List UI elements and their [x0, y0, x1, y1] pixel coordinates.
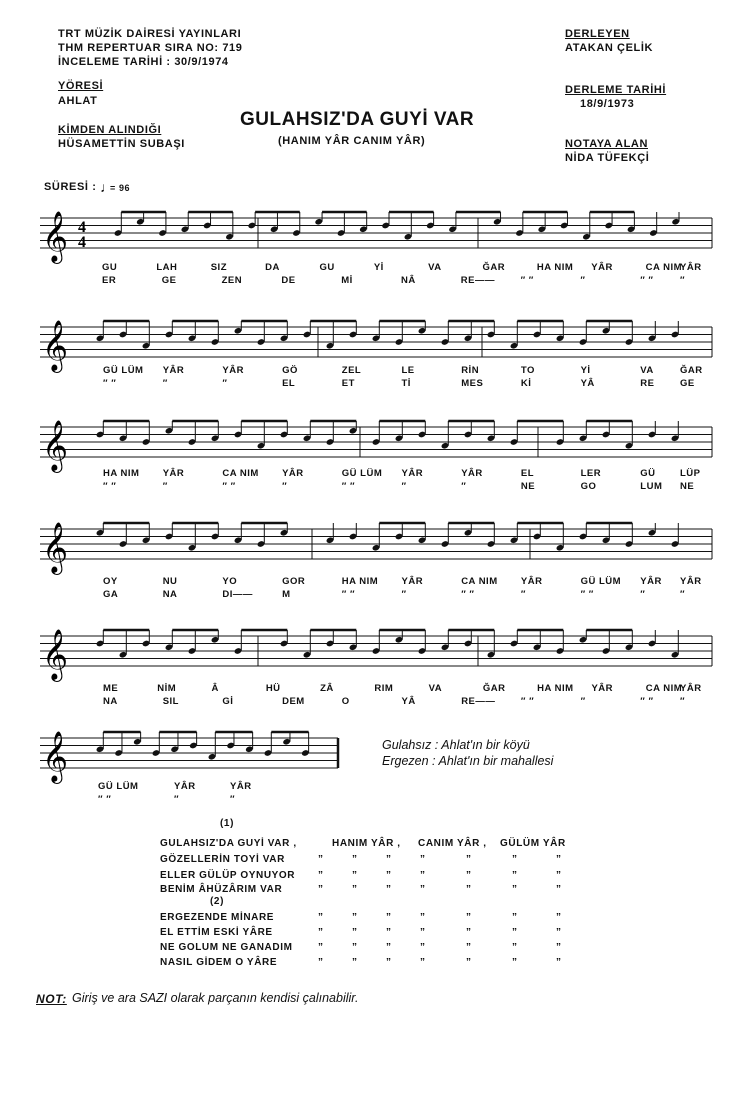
lyric-syllable: YÂR [401, 576, 424, 587]
ditto-mark: ” [352, 884, 357, 895]
lyric-syllable: GOR [282, 576, 306, 587]
lyric-syllable: GÜ LÜM [580, 576, 622, 587]
ditto-mark: ” [352, 912, 357, 923]
lyric-syllable: ″ [680, 275, 686, 286]
lyric-syllable: EL [282, 378, 296, 389]
lyric-syllable: ″ ″ [103, 378, 117, 389]
ditto-mark: ” [386, 912, 391, 923]
ditto-mark: ” [466, 927, 471, 938]
lyric-syllable: EL [520, 468, 535, 479]
stanza-line: EL ETTİM ESKİ YÂRE [160, 927, 273, 938]
ditto-mark: ” [352, 957, 357, 968]
lyric-syllable: YÂR [174, 781, 196, 792]
lyric-syllable: ″ [640, 589, 646, 600]
lyric-syllable: ĞAR [482, 262, 506, 273]
lyric-syllable: VA [640, 365, 654, 376]
lyric-syllable: ″ ″ [520, 696, 535, 707]
lyric-syllable: ″ ″ [580, 589, 594, 600]
region-label: YÖRESİ [58, 80, 104, 92]
lyric-syllable: HA NIM [341, 576, 379, 587]
lyric-syllable: NE [520, 481, 536, 492]
lyric-syllable: Yİ [373, 262, 384, 273]
ditto-mark: ” [352, 870, 357, 881]
lyric-syllable: RE—— [460, 275, 495, 286]
tempo: = 96 [110, 183, 131, 193]
ditto-mark: ” [512, 927, 517, 938]
lyric-syllable: DEM [282, 696, 305, 707]
lyric-syllable: GÜ [640, 468, 656, 479]
refrain-2: CANIM YÂR , [418, 838, 487, 849]
lyric-syllable: LUM [640, 481, 663, 492]
lyric-syllable: ″ [580, 696, 586, 707]
lyric-syllable: Gİ [222, 696, 234, 707]
lyric-syllable: ″ [461, 481, 467, 492]
lyric-syllable: ″ [401, 589, 407, 600]
treble-clef-icon: 𝄞 [42, 731, 69, 782]
lyric-syllable: YÂR [401, 468, 424, 479]
lyric-syllable: HA NIM [103, 468, 140, 479]
lyric-syllable: YÂR [640, 576, 662, 587]
lyric-syllable: GE [680, 378, 695, 389]
lyric-syllable: CA NIM [645, 262, 683, 273]
lyric-syllable: Mİ [341, 275, 353, 286]
ditto-mark: ” [318, 927, 323, 938]
lyric-syllable: GÜ LÜM [341, 468, 383, 479]
lyric-syllable: Tİ [401, 378, 411, 389]
lyric-syllable: YÂR [461, 468, 483, 479]
lyric-syllable: RİN [461, 365, 480, 376]
footnote: Giriş ve ara SAZI olarak parçanın kendisi çalınabilir. [72, 991, 359, 1005]
refrain-1: HANIM YÂR , [332, 838, 401, 849]
lyric-syllable: VA [428, 262, 442, 273]
quarter-note-icon: ♩ [100, 179, 115, 195]
ditto-mark: ” [386, 942, 391, 953]
lyric-syllable: ″ [174, 794, 180, 805]
refrain-3: GÜLÜM YÂR [500, 838, 566, 849]
lyric-syllable: Kİ [520, 378, 532, 389]
lyric-syllable: ZEL [341, 365, 362, 376]
lyric-syllable: NÂ [401, 275, 416, 286]
footnote-label: NOT: [36, 992, 67, 1006]
lyric-syllable: DI—— [222, 589, 253, 600]
lyric-syllable: ĞAR [482, 683, 506, 694]
treble-clef-icon: 𝄞 [42, 320, 69, 371]
lyric-syllable: M [282, 589, 291, 600]
ditto-mark: ” [386, 927, 391, 938]
treble-clef-icon: 𝄞 [42, 629, 69, 680]
lyric-syllable: VA [428, 683, 443, 694]
lyric-syllable: OY [103, 576, 118, 587]
notation-label: NOTAYA ALAN [565, 138, 648, 150]
ditto-mark: ” [512, 884, 517, 895]
ditto-mark: ” [420, 957, 425, 968]
lyric-syllable: GU [319, 262, 335, 273]
lyric-syllable: Â [211, 683, 219, 694]
lyric-syllable: ″ ″ [222, 481, 236, 492]
review-date: İNCELEME TARİHİ : 30/9/1974 [58, 56, 229, 68]
ditto-mark: ” [556, 854, 561, 865]
lyric-syllable: ″ ″ [640, 275, 654, 286]
ditto-mark: ” [420, 912, 425, 923]
lyric-syllable: ″ ″ [98, 794, 112, 805]
lyric-syllable: YÂ [580, 378, 595, 389]
lyric-syllable: ″ ″ [341, 589, 356, 600]
lyric-syllable: YÂR [230, 781, 252, 792]
lyric-syllable: YÂ [401, 696, 416, 707]
compile-date-label: DERLEME TARİHİ [565, 84, 667, 96]
lyric-syllable: NA [162, 589, 178, 600]
lyric-syllable: NU [162, 576, 178, 587]
ditto-mark: ” [420, 884, 425, 895]
repertoire-number: THM REPERTUAR SIRA NO: 719 [58, 42, 243, 54]
stanza-line: NASIL GİDEM O YÂRE [160, 957, 278, 968]
treble-clef-icon: 𝄞 [42, 522, 69, 573]
ditto-mark: ” [420, 854, 425, 865]
lyric-syllable: GE [161, 275, 177, 286]
lyric-syllable: YÂR [680, 683, 702, 694]
lyric-syllable: RE—— [461, 696, 496, 707]
lyric-syllable: ER [102, 275, 117, 286]
ditto-mark: ” [318, 870, 323, 881]
lyric-syllable: GÜ LÜM [103, 365, 144, 376]
lyric-syllable: ET [341, 378, 355, 389]
lyric-syllable: RIM [374, 683, 394, 694]
ditto-mark: ” [512, 942, 517, 953]
ditto-mark: ” [556, 870, 561, 881]
lyric-syllable: ĞAR [680, 365, 703, 376]
ditto-mark: ” [420, 870, 425, 881]
ditto-mark: ” [512, 854, 517, 865]
ditto-mark: ” [556, 942, 561, 953]
staff-system [0, 626, 750, 686]
ditto-mark: ” [556, 912, 561, 923]
publisher: TRT MÜZİK DAİRESİ YAYINLARI [58, 28, 242, 40]
ditto-mark: ” [512, 912, 517, 923]
lyric-syllable: YÂR [680, 262, 702, 273]
lyric-syllable: GU [102, 262, 118, 273]
lyric-syllable: YÂR [591, 683, 614, 694]
compiler: ATAKAN ÇELİK [565, 42, 654, 54]
stanza-line: ERGEZENDE MİNARE [160, 912, 275, 923]
stanza-line: NE GOLUM NE GANADIM [160, 942, 293, 953]
notation-by: NİDA TÜFEKÇİ [565, 152, 650, 164]
lyric-syllable: NİM [157, 683, 177, 694]
ditto-mark: ” [318, 854, 323, 865]
lyric-syllable: GA [103, 589, 119, 600]
ditto-mark: ” [556, 884, 561, 895]
staff-system [0, 519, 750, 579]
lyric-syllable: CA NIM [461, 576, 498, 587]
lyric-syllable: LAH [156, 262, 178, 273]
lyric-syllable: O [341, 696, 350, 707]
ditto-mark: ” [386, 884, 391, 895]
ditto-mark: ” [318, 912, 323, 923]
compile-date: 18/9/1973 [580, 98, 635, 110]
lyric-syllable: HA NIM [536, 262, 574, 273]
ditto-mark: ” [466, 957, 471, 968]
ditto-mark: ” [386, 854, 391, 865]
lyric-syllable: CA NIM [222, 468, 259, 479]
lyric-syllable: YÂR [162, 468, 185, 479]
lyric-syllable: NA [103, 696, 118, 707]
lyric-syllable: ″ [222, 378, 228, 389]
treble-clef-icon: 𝄞 [42, 211, 69, 262]
lyric-syllable: YÂR [591, 262, 613, 273]
ditto-mark: ” [556, 957, 561, 968]
ditto-mark: ” [466, 942, 471, 953]
time-signature: 4 [78, 219, 86, 236]
staff-system [0, 728, 750, 788]
lyric-syllable: YÂR [282, 468, 304, 479]
lyric-syllable: ME [103, 683, 119, 694]
lyric-syllable: SIZ [210, 262, 227, 273]
lyric-syllable: YÂR [520, 576, 543, 587]
lyric-syllable: ZEN [221, 275, 243, 286]
ditto-mark: ” [318, 942, 323, 953]
ditto-mark: ” [556, 927, 561, 938]
staff-system [0, 208, 750, 268]
ditto-mark: ” [466, 912, 471, 923]
lyric-syllable: ″ [162, 481, 168, 492]
lyric-syllable: NE [680, 481, 695, 492]
lyric-syllable: CA NIM [645, 683, 683, 694]
stanza-number-2: (2) [210, 896, 225, 907]
lyric-syllable: ″ [401, 481, 407, 492]
lyric-syllable: ″ [230, 794, 236, 805]
lyric-syllable: ″ [282, 481, 288, 492]
ditto-mark: ” [352, 854, 357, 865]
stanza-number-1: (1) [220, 818, 235, 829]
lyric-syllable: RE [640, 378, 655, 389]
lyric-syllable: ″ [680, 696, 686, 707]
ditto-mark: ” [386, 870, 391, 881]
lyric-syllable: ″ [680, 589, 686, 600]
ditto-mark: ” [466, 854, 471, 865]
ditto-mark: ” [466, 870, 471, 881]
song-subtitle: (HANIM YÂR CANIM YÂR) [278, 135, 426, 147]
duration-label: SÜRESİ : [44, 181, 97, 193]
lyric-syllable: YÂR [680, 576, 702, 587]
lyric-syllable: TO [520, 365, 535, 376]
lyric-syllable: ″ ″ [341, 481, 356, 492]
stanza-line: ELLER GÜLÜP OYNUYOR [160, 870, 296, 881]
lyric-syllable: ″ ″ [461, 589, 475, 600]
song-title: GULAHSIZ'DA GUYİ VAR [240, 109, 475, 130]
ditto-mark: ” [386, 957, 391, 968]
lyric-syllable: LÜP [680, 468, 701, 479]
lyric-syllable: GÜ LÜM [98, 781, 139, 792]
compiler-label: DERLEYEN [565, 28, 630, 40]
source-label: KİMDEN ALINDIĞI [58, 124, 162, 136]
lyric-syllable: HA NIM [537, 683, 574, 694]
lyric-syllable: ″ [520, 589, 526, 600]
lyric-syllable: ″ ″ [520, 275, 534, 286]
place-note-2: Ergezen : Ahlat'ın bir mahallesi [382, 754, 554, 768]
stanza-line: GÖZELLERİN TOYİ VAR [160, 854, 285, 865]
lyric-syllable: ″ [580, 275, 586, 286]
ditto-mark: ” [420, 927, 425, 938]
ditto-mark: ” [352, 927, 357, 938]
lyric-syllable: YÂR [162, 365, 185, 376]
lyric-syllable: YÂR [222, 365, 244, 376]
lyric-syllable: LER [580, 468, 602, 479]
ditto-mark: ” [512, 870, 517, 881]
lyric-syllable: ″ [162, 378, 168, 389]
ditto-mark: ” [318, 957, 323, 968]
region: AHLAT [58, 95, 98, 107]
lyric-syllable: ZÂ [320, 683, 334, 694]
lyric-syllable: HÜ [265, 683, 281, 694]
lyric-syllable: ″ ″ [103, 481, 117, 492]
lyric-syllable: GÖ [282, 365, 298, 376]
lyric-syllable: SIL [162, 696, 179, 707]
lyric-syllable: DE [281, 275, 296, 286]
lyric-syllable: GO [580, 481, 597, 492]
treble-clef-icon: 𝄞 [42, 420, 69, 471]
ditto-mark: ” [352, 942, 357, 953]
ditto-mark: ” [466, 884, 471, 895]
stanza-line: GULAHSIZ'DA GUYİ VAR , [160, 838, 297, 849]
stanza-line: BENİM ÂHÜZÂRIM VAR [160, 884, 283, 895]
time-signature: 4 [78, 234, 86, 251]
lyric-syllable: ″ ″ [640, 696, 654, 707]
lyric-syllable: DA [265, 262, 280, 273]
place-note-1: Gulahsız : Ahlat'ın bir köyü [382, 738, 530, 752]
lyric-syllable: YO [222, 576, 238, 587]
lyric-syllable: MES [461, 378, 484, 389]
ditto-mark: ” [512, 957, 517, 968]
lyric-syllable: Yİ [580, 365, 591, 376]
lyric-syllable: LE [401, 365, 415, 376]
ditto-mark: ” [318, 884, 323, 895]
source: HÜSAMETTİN SUBAŞI [58, 138, 185, 150]
ditto-mark: ” [420, 942, 425, 953]
